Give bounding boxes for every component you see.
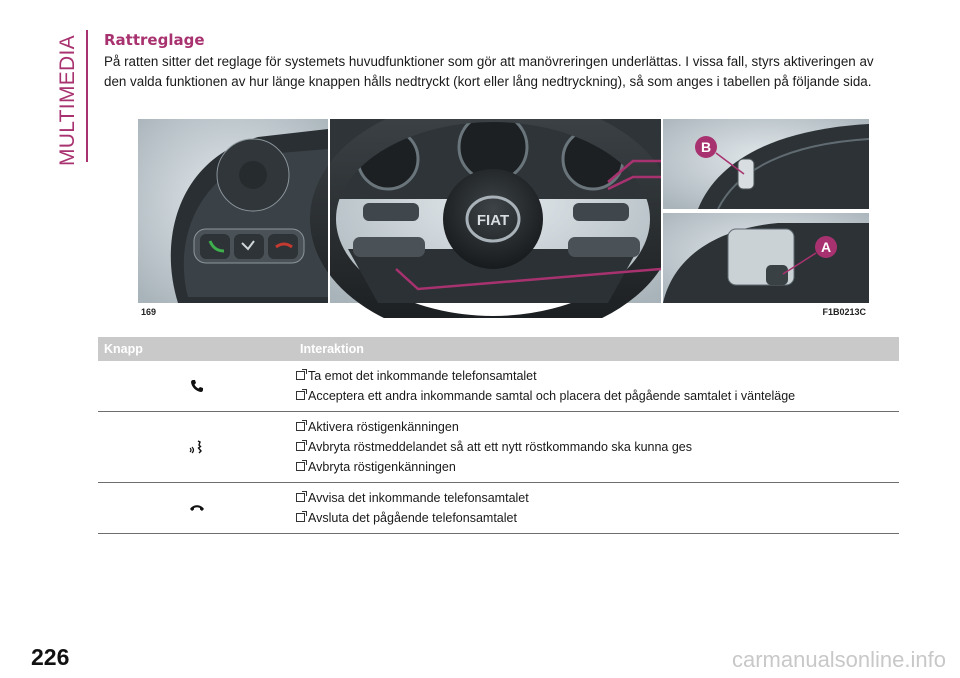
steering-wheel-illustration — [138, 119, 869, 318]
voice-recognition-icon — [189, 439, 205, 455]
list-item: Avbryta röstmeddelandet så att ett nytt röstkommando ska kunna ges — [296, 439, 899, 456]
figure-number: 169 — [141, 307, 157, 317]
list-item: Aktivera röstigenkänningen — [296, 419, 899, 436]
table-row — [98, 361, 899, 412]
callout-b: B — [700, 139, 712, 155]
column-header-knapp: Knapp — [104, 342, 143, 356]
figure-code: F1B0213C — [822, 307, 866, 317]
fiat-logo: FIAT — [476, 212, 510, 229]
section-title: Rattreglage — [104, 31, 205, 49]
list-item: Avsluta det pågående telefonsamtalet — [296, 510, 899, 527]
watermark: carmanualsonline.info — [731, 647, 946, 672]
list-item: Avvisa det inkommande telefonsamtalet — [296, 490, 899, 507]
steering-wheel-figure — [138, 119, 869, 318]
callout-a: A — [820, 239, 832, 255]
phone-hangup-icon — [189, 503, 205, 513]
column-header-interaktion: Interaktion — [300, 342, 364, 356]
table-header — [98, 337, 899, 361]
controls-table — [98, 337, 899, 534]
table-row — [98, 412, 899, 483]
list-item: Ta emot det inkommande telefonsamtalet — [296, 368, 899, 385]
page-number: 226 — [31, 644, 70, 670]
phone-answer-icon — [190, 379, 204, 393]
list-item: Acceptera ett andra inkommande samtal och placera det pågående samtalet i vänteläge — [296, 388, 899, 405]
section-rule — [86, 30, 88, 162]
intro-paragraph: På ratten sitter det reglage för systemets huvudfunktioner som gör att manövreringen underlättas. I vissa fall, styrs aktiveringen av den valda funktionen av hur länge knappen hålls nedtryckt (kort eller lång nedtryckning), så som anges i tabellen på följande sida. — [104, 54, 874, 89]
list-item: Avbryta röstigenkänningen — [296, 459, 899, 476]
table-row — [98, 483, 899, 534]
section-tab-label: MULTIMEDIA — [56, 35, 79, 166]
section-tab — [56, 36, 84, 166]
